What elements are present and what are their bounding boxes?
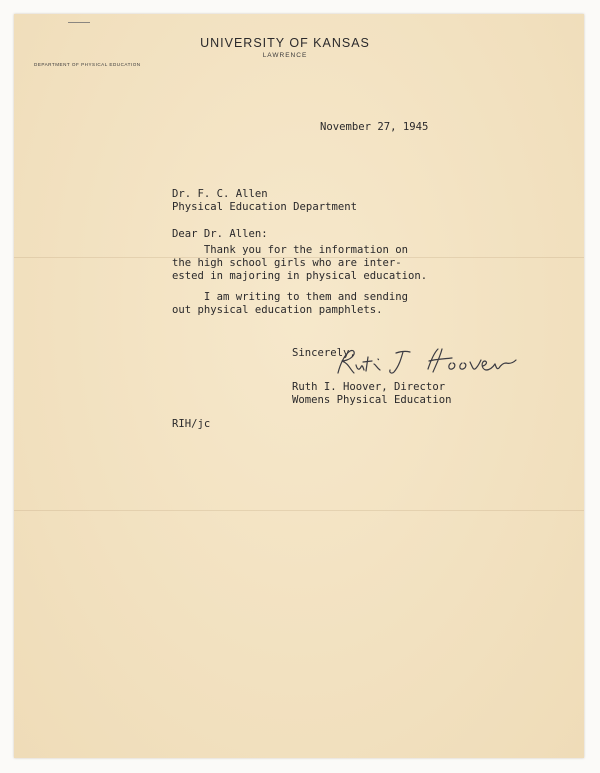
salutation: Dear Dr. Allen: xyxy=(172,228,268,240)
paragraph-2-line-2: out physical education pamphlets. xyxy=(172,304,383,316)
letterhead-city: LAWRENCE xyxy=(262,52,308,59)
signer-name: Ruth I. Hoover, Director xyxy=(292,381,446,393)
letterhead-department: DEPARTMENT OF PHYSICAL EDUCATION xyxy=(34,62,141,67)
paragraph-1-line-3: ested in majoring in physical education. xyxy=(172,270,428,282)
reference-initials: RIH/jc xyxy=(172,418,211,430)
recipient-department: Physical Education Department xyxy=(172,201,357,213)
fold-line-lower xyxy=(14,510,584,511)
closing: Sincerely, xyxy=(292,347,356,359)
paragraph-1-line-2: the high school girls who are inter- xyxy=(172,257,402,269)
corner-mark xyxy=(68,22,90,23)
paragraph-1-line-1: Thank you for the information on xyxy=(172,244,408,256)
letterhead-institution: UNIVERSITY OF KANSAS xyxy=(200,36,370,50)
paragraph-2-line-1: I am writing to them and sending xyxy=(172,291,408,303)
recipient-name: Dr. F. C. Allen xyxy=(172,188,268,200)
handwritten-signature xyxy=(330,343,520,379)
letter-date: November 27, 1945 xyxy=(320,121,429,133)
signer-title: Womens Physical Education xyxy=(292,394,452,406)
